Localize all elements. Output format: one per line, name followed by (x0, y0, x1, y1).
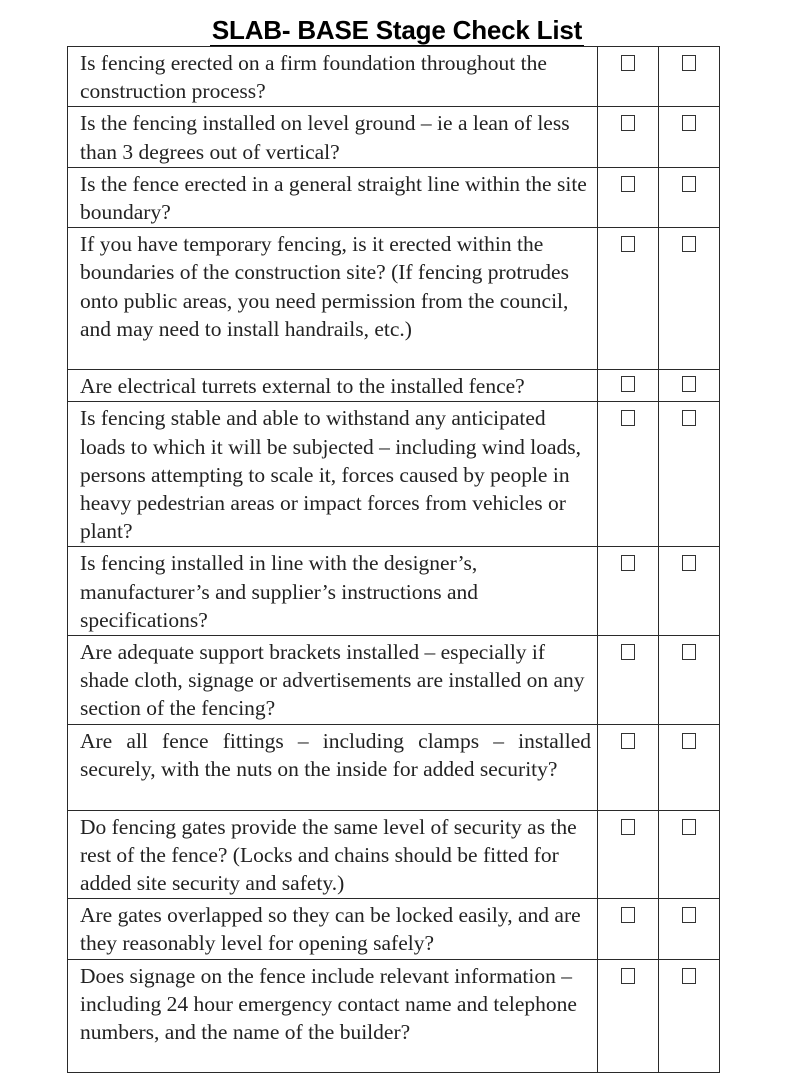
checklist-row (68, 724, 720, 810)
checkbox-cell-1 (598, 370, 659, 402)
square-checkbox-icon[interactable] (621, 236, 635, 252)
checkbox-cell-1 (598, 167, 659, 227)
question-text: Are all fence fittings – including clamps – installed securely, with the nuts on the inside for added security? (68, 724, 598, 810)
checkbox-cell-1 (598, 547, 659, 636)
checkbox-cell-2 (659, 107, 720, 167)
checklist-row (68, 547, 720, 636)
question-text: Is the fencing installed on level ground – ie a lean of less than 3 degrees out of vertical? (68, 107, 598, 167)
question-text: Are electrical turrets external to the installed fence? (68, 370, 598, 402)
square-checkbox-icon[interactable] (682, 115, 696, 131)
checklist-row (68, 959, 720, 1072)
checkbox-cell-2 (659, 636, 720, 725)
square-checkbox-icon[interactable] (621, 410, 635, 426)
question-text: Are gates overlapped so they can be locked easily, and are they reasonably level for opening safely? (68, 899, 598, 959)
checkbox-cell-1 (598, 47, 659, 107)
checkbox-cell-1 (598, 107, 659, 167)
square-checkbox-icon[interactable] (682, 176, 696, 192)
checkbox-cell-2 (659, 167, 720, 227)
square-checkbox-icon[interactable] (682, 968, 696, 984)
question-text: Are adequate support brackets installed – especially if shade cloth, signage or advertisements are installed on any section of the fencing? (68, 636, 598, 725)
square-checkbox-icon[interactable] (621, 968, 635, 984)
checkbox-cell-2 (659, 47, 720, 107)
checkbox-cell-2 (659, 810, 720, 899)
checkbox-cell-2 (659, 228, 720, 370)
checklist-row (68, 636, 720, 725)
checkbox-cell-2 (659, 547, 720, 636)
square-checkbox-icon[interactable] (621, 733, 635, 749)
checkbox-cell-2 (659, 959, 720, 1072)
checklist-row (68, 107, 720, 167)
checklist-row (68, 810, 720, 899)
checkbox-cell-2 (659, 724, 720, 810)
question-text: Do fencing gates provide the same level of security as the rest of the fence? (Locks and chains should be fitted for added site security and safety.) (68, 810, 598, 899)
square-checkbox-icon[interactable] (682, 819, 696, 835)
checkbox-cell-1 (598, 228, 659, 370)
checkbox-cell-1 (598, 724, 659, 810)
square-checkbox-icon[interactable] (682, 644, 696, 660)
square-checkbox-icon[interactable] (682, 733, 696, 749)
checkbox-cell-1 (598, 810, 659, 899)
square-checkbox-icon[interactable] (621, 644, 635, 660)
question-text: Does signage on the fence include relevant information – including 24 hour emergency contact name and telephone numbers, and the name of the builder? (68, 959, 598, 1072)
question-text: If you have temporary fencing, is it erected within the boundaries of the construction site? (If fencing protrudes onto public areas, you need permission from the council, and may need to install handrails, etc.) (68, 228, 598, 370)
checkbox-cell-2 (659, 370, 720, 402)
square-checkbox-icon[interactable] (621, 176, 635, 192)
square-checkbox-icon[interactable] (621, 55, 635, 71)
square-checkbox-icon[interactable] (621, 115, 635, 131)
checklist-row (68, 402, 720, 547)
square-checkbox-icon[interactable] (682, 410, 696, 426)
checklist-row (68, 167, 720, 227)
checkbox-cell-1 (598, 899, 659, 959)
checklist-row (68, 47, 720, 107)
checkbox-cell-1 (598, 636, 659, 725)
square-checkbox-icon[interactable] (682, 55, 696, 71)
checklist-row (68, 899, 720, 959)
square-checkbox-icon[interactable] (621, 819, 635, 835)
question-text: Is the fence erected in a general straight line within the site boundary? (68, 167, 598, 227)
square-checkbox-icon[interactable] (682, 555, 696, 571)
checklist-row (68, 228, 720, 370)
checkbox-cell-1 (598, 959, 659, 1072)
square-checkbox-icon[interactable] (621, 555, 635, 571)
checklist-row (68, 370, 720, 402)
checkbox-cell-2 (659, 402, 720, 547)
question-text: Is fencing stable and able to withstand any anticipated loads to which it will be subjected – including wind loads, persons attempting to scale it, forces caused by people in heavy pedestrian areas or impact forces from vehicles or plant? (68, 402, 598, 547)
square-checkbox-icon[interactable] (621, 376, 635, 392)
question-text: Is fencing installed in line with the designer’s, manufacturer’s and supplier’s instructions and specifications? (68, 547, 598, 636)
square-checkbox-icon[interactable] (621, 907, 635, 923)
checklist-table (67, 46, 720, 1073)
square-checkbox-icon[interactable] (682, 236, 696, 252)
page-title-text: SLAB- BASE Stage Check List (211, 15, 583, 45)
question-text: Is fencing erected on a firm foundation throughout the construction process? (68, 47, 598, 107)
checkbox-cell-2 (659, 899, 720, 959)
square-checkbox-icon[interactable] (682, 376, 696, 392)
checkbox-cell-1 (598, 402, 659, 547)
square-checkbox-icon[interactable] (682, 907, 696, 923)
page-title (0, 14, 794, 46)
